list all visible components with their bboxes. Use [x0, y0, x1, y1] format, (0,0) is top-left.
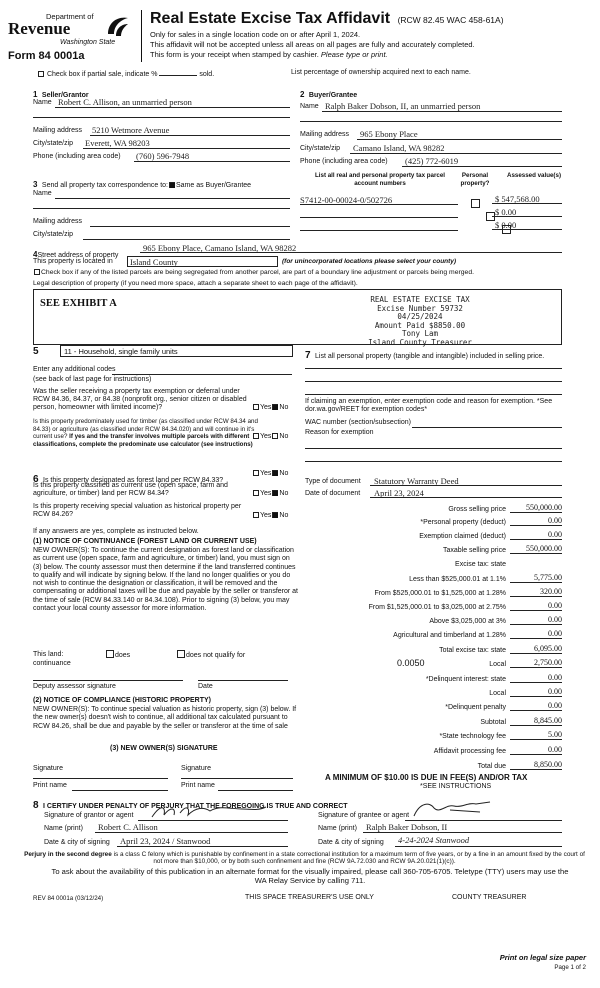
calc-label-exemption: Exemption claimed (deduct): [419, 533, 506, 540]
seller-phone[interactable]: (760) 596-7948: [136, 151, 190, 161]
forest-question: 6 Is this property designated as forest land per RCW 84.33?: [33, 474, 224, 485]
calc-value-subtotal[interactable]: 8,845.00: [534, 716, 562, 725]
current-use-question: Is this property classified as current use (open space, farm and agriculture, or timber) land per RCW 84.34?: [33, 482, 228, 497]
form-title: Real Estate Excise Tax Affidavit (RCW 82.45 WAC 458-61A): [150, 10, 504, 27]
forest-no-checkbox[interactable]: [272, 470, 278, 476]
grantee-signature[interactable]: [410, 800, 500, 820]
page-number: Page 1 of 2: [554, 964, 586, 971]
answers-note: If any answers are yes, complete as instructed below.: [33, 528, 199, 535]
owner-print-label-1: Print name: [33, 782, 67, 789]
unincorporated-note: (for unincorporated locations please select your county): [282, 258, 457, 265]
calc-value-gross[interactable]: 550,000.00: [526, 503, 562, 512]
alternate-format-note: To ask about the availability of this publication in an alternate format for the visually impaired, please call 360-705-6705. Teletype (TTY) users may use the WA Relay Service by calling 711.: [51, 867, 569, 885]
exemption-question: Was the seller receiving a property tax exemption or deferral under RCW 84.36, 84.37, or 84.38 (nonprofit org., senior citizen or disabled person, homeowner with limited income)?: [33, 388, 247, 411]
located-label: This property is located in: [33, 258, 113, 265]
calc-label-taxable: Taxable selling price: [442, 547, 506, 554]
owner-signature-label-1: Signature: [33, 765, 63, 772]
current-use-answer: Yes No: [252, 490, 288, 498]
grantor-date-label: Date & city of signing: [44, 839, 110, 846]
buyer-name-label: Name: [300, 103, 319, 110]
calc-label-processing-fee: Affidavit processing fee: [433, 748, 506, 755]
grantor-name[interactable]: Robert C. Allison: [98, 822, 158, 832]
land-use-select[interactable]: 11 - Household, single family units: [60, 345, 293, 357]
buyer-phone-label: Phone (including area code): [300, 158, 388, 165]
deputy-signature-label: Deputy assessor signature: [33, 683, 116, 690]
does-not-checkbox[interactable]: [177, 650, 185, 658]
segregated-checkbox[interactable]: [34, 269, 40, 275]
buyer-name[interactable]: Ralph Baker Dobson, II, an unmarried person: [325, 101, 481, 111]
buyer-city-label: City/state/zip: [300, 145, 341, 152]
grantee-name-label: Name (print): [318, 825, 357, 832]
historic-answer: Yes No: [252, 512, 288, 520]
calc-label-del-int-local: Local: [489, 690, 506, 697]
header-line-2: This affidavit will not be accepted unless all areas on all pages are fully and accurately completed.: [150, 40, 475, 49]
county-select[interactable]: Island County: [127, 256, 278, 267]
calc-label-total-state: Total excise tax: state: [439, 647, 506, 654]
same-as-buyer-checkbox[interactable]: [169, 182, 175, 188]
doc-date[interactable]: April 23, 2024: [374, 488, 424, 498]
seller-phone-label: Phone (including area code): [33, 153, 121, 160]
calc-value-local[interactable]: 2,750.00: [534, 658, 562, 667]
grantor-signature-label: Signature of grantor or agent: [44, 812, 134, 819]
partial-sale-checkbox[interactable]: [38, 71, 44, 77]
revision-label: REV 84 0001a (03/12/24): [33, 895, 104, 902]
revenue-wordmark: Revenue: [8, 19, 71, 38]
calc-value-tier2[interactable]: 320.00: [540, 587, 562, 596]
exemption-no-checkbox[interactable]: [272, 404, 278, 410]
calc-value-taxable[interactable]: 550,000.00: [526, 544, 562, 553]
header-line-1: Only for sales in a single location code on or after April 1, 2024.: [150, 30, 361, 39]
dept-label: Department of: [46, 12, 94, 21]
calc-label-tier1: Less than $525,000.01 at 1.1%: [409, 576, 506, 583]
personal-property-row: 7 List all personal property (tangible and intangible) included in selling price.: [305, 350, 545, 361]
calc-label-del-penalty: *Delinquent penalty: [445, 704, 506, 711]
timber-no-checkbox[interactable]: [272, 433, 278, 439]
calc-label-agri: Agricultural and timberland at 1.28%: [393, 632, 506, 639]
sec3-name-label: Name: [33, 190, 52, 197]
historic-no-checkbox[interactable]: [272, 512, 278, 518]
seller-mail-label: Mailing address: [33, 127, 83, 134]
owner-signature-label-2: Signature: [181, 765, 211, 772]
ownership-note: List percentage of ownership acquired next to each name.: [291, 69, 471, 76]
revenue-logo: [8, 10, 140, 62]
calc-label-total-due: Total due: [477, 763, 506, 770]
does-option: does: [105, 650, 130, 660]
certify-row: 8 I CERTIFY UNDER PENALTY OF PERJURY THAT THE FOREGOING IS TRUE AND CORRECT: [33, 800, 348, 811]
street-address[interactable]: 965 Ebony Place, Camano Island, WA 98282: [143, 243, 297, 253]
calc-label-local: Local: [489, 661, 506, 668]
continuance-title: (1) NOTICE OF CONTINUANCE (FOREST LAND OR CURRENT USE): [33, 538, 257, 545]
grantor-signature[interactable]: [150, 803, 270, 821]
current-use-yes-checkbox[interactable]: [253, 490, 259, 496]
seller-city[interactable]: Everett, WA 98203: [85, 138, 150, 148]
exemption-answer: Yes No: [252, 404, 288, 412]
historic-question: Is this property receiving special valuation as historical property per RCW 84.26?: [33, 503, 242, 518]
partial-sale-row: Check box if partial sale, indicate % sold.: [37, 71, 214, 79]
seller-mail[interactable]: 5210 Wetmore Avenue: [92, 125, 170, 135]
buyer-heading: 2 Buyer/Grantee: [300, 90, 358, 99]
doc-date-label: Date of document: [305, 490, 361, 497]
seller-city-label: City/state/zip: [33, 140, 74, 147]
buyer-mail-label: Mailing address: [300, 131, 350, 138]
legal-size-note: Print on legal size paper: [499, 953, 586, 962]
compliance-title: (2) NOTICE OF COMPLIANCE (HISTORIC PROPERTY): [33, 697, 211, 704]
continuance-body: NEW OWNER(S): To continue the current designation as forest land or classification as current use (open space, farm and agriculture, or timber) land, you must sign on (3) below. The county assessor must then determine if the land transferred continues to qualify and will indicate by signing below. If the land no longer qualifies or you do not wish to continue the designation or classification, it will be removed and the compensating or additional taxes will be due and payable by the seller or transferor at the time of sale (RCW 84.33.140 or 84.34.108). Prior to signing (3) below, you may contact your local county assessor for more information.: [33, 547, 298, 613]
calc-label-tier3: From $1,525,000.01 to $3,025,000 at 2.75%: [368, 604, 506, 611]
legal-description-label: Legal description of property (if you need more space, attach a separate sheet to each page of the affidavit).: [33, 280, 358, 287]
calc-value-del-int-state[interactable]: 0.00: [548, 673, 562, 682]
buyer-phone[interactable]: (425) 772-6019: [405, 156, 459, 166]
exhibit-text: SEE EXHIBIT A: [40, 298, 117, 309]
timber-yes-checkbox[interactable]: [253, 433, 259, 439]
personal-col-header: Personal property?: [460, 172, 490, 187]
calc-label-tier4: Above $3,025,000 at 3%: [429, 618, 506, 625]
grantee-date-city[interactable]: 4-24-2024 Stanwood: [398, 835, 470, 845]
calc-label-gross: Gross selling price: [448, 506, 506, 513]
calc-label-del-int-state: *Delinquent interest: state: [425, 676, 506, 683]
treasurer-use-label: THIS SPACE TREASURER'S USE ONLY: [245, 894, 374, 901]
minimum-due-note: A MINIMUM OF $10.00 IS DUE IN FEE(S) AND/OR TAX: [325, 773, 528, 782]
grantor-name-label: Name (print): [44, 825, 83, 832]
timber-question: Is this property predominately used for timber (as classified under RCW 84.34 and 84.33) or agriculture (as classified under RCW 84.34.020) and will continue in it's current use? If yes and the transfer involves multiple parcels with different classifications, complete the predominate use calculator (see instructions): [33, 418, 258, 448]
buyer-mail[interactable]: 965 Ebony Place: [360, 129, 418, 139]
parcel-number[interactable]: S7412-00-00024-0/502726: [300, 195, 393, 205]
forest-answer: Yes No: [252, 470, 288, 478]
seller-name-label: Name: [33, 99, 52, 106]
calc-value-del-int-local[interactable]: 0.00: [548, 687, 562, 696]
reason-label: Reason for exemption: [305, 429, 374, 436]
calc-label-tech-fee: *State technology fee: [439, 733, 506, 740]
form-number: Form 84 0001a: [8, 50, 85, 62]
personal-property-checkbox-1[interactable]: [471, 199, 480, 208]
assessed-col-header: Assessed value(s): [507, 172, 561, 179]
calc-value-personal[interactable]: 0.00: [548, 516, 562, 525]
grantor-date-city[interactable]: April 23, 2024 / Stanwood: [120, 836, 211, 846]
calc-value-processing-fee[interactable]: 0.00: [548, 745, 562, 754]
calc-value-total-due[interactable]: 8,850.00: [534, 760, 562, 769]
exemption-claim-note: If claiming an exemption, enter exemption code and reason for exemption. *See dor.wa.gov/REET for exemption codes*: [305, 398, 553, 413]
compliance-body: NEW OWNER(S): To continue special valuation as historic property, sign (3) below. If the new owner(s) doesn't wish to continue, all additional tax calculated pursuant to RCW 84.26, shall be due and payable by the seller or transferor at the time of sale: [33, 706, 297, 730]
additional-codes-label: Enter any additional codes: [33, 366, 116, 373]
calc-label-excise-state: Excise tax: state: [455, 561, 506, 568]
this-land-label: This land:: [33, 651, 64, 658]
calc-label-tier2: From $525,000.01 to $1,525,000 at 1.28%: [374, 590, 506, 597]
calc-value-tier1[interactable]: 5,775.00: [534, 573, 562, 582]
calc-value-exemption[interactable]: 0.00: [548, 530, 562, 539]
treasurer-stamp: REAL ESTATE EXCISE TAX Excise Number 59732 04/25/2024 Amount Paid $8850.00 Tony Lam Island County Treasurer: [368, 295, 472, 347]
buyer-city[interactable]: Camano Island, WA 98282: [353, 143, 445, 153]
street-address-row: 4Street address of property: [33, 250, 119, 259]
seller-heading: 1 Seller/Grantor: [33, 90, 89, 99]
perjury-note: Perjury in the second degree is a class C felony which is punishable by confinement in a state correctional institution for a maximum term of five years, or by a fine in an amount fixed by the court of not more than $10,000, or by both such confinement and fine (RCW 9A.72.030 and RCW 9A.20.021(1)(c)).: [24, 851, 585, 866]
seller-name[interactable]: Robert C. Allison, an unmarried person: [58, 97, 192, 107]
new-owner-signature-title: (3) NEW OWNER(S) SIGNATURE: [110, 745, 218, 752]
calc-label-subtotal: Subtotal: [480, 719, 506, 726]
header-line-3: This form is your receipt when stamped by cashier. Please type or print.: [150, 50, 388, 59]
grantee-date-label: Date & city of signing: [318, 839, 384, 846]
historic-yes-checkbox[interactable]: [253, 512, 259, 518]
assessed-value-3[interactable]: $ 0.00: [495, 220, 517, 230]
continuance-label: continuance: [33, 660, 71, 667]
grantee-name[interactable]: Ralph Baker Dobson, II: [366, 822, 448, 832]
calc-value-del-penalty[interactable]: 0.00: [548, 701, 562, 710]
sec3-mail-label: Mailing address: [33, 218, 83, 225]
grantee-signature-label: Signature of grantee or agent: [318, 812, 410, 819]
timber-answer: Yes No: [252, 433, 288, 441]
local-rate[interactable]: 0.0050: [397, 658, 425, 668]
calc-value-agri[interactable]: 0.00: [548, 629, 562, 638]
deputy-date-label: Date: [198, 683, 213, 690]
correspondence-heading: 3 Send all property tax correspondence to: Same as Buyer/Grantee: [33, 180, 252, 189]
assessed-value-1[interactable]: $ 547,568.00: [495, 194, 540, 204]
does-not-option: does not qualify for: [176, 650, 245, 660]
parcel-col-header: List all real and personal property tax parcel account numbers: [315, 172, 445, 187]
doc-type-label: Type of document: [305, 478, 361, 485]
sec5-number: 5: [33, 346, 39, 357]
calc-value-tier3[interactable]: 0.00: [548, 601, 562, 610]
revenue-emblem-icon: [104, 14, 130, 40]
county-treasurer-label: COUNTY TREASURER: [452, 894, 527, 901]
current-use-no-checkbox[interactable]: [272, 490, 278, 496]
does-checkbox[interactable]: [106, 650, 114, 658]
exemption-yes-checkbox[interactable]: [253, 404, 259, 410]
see-instructions: *SEE INSTRUCTIONS: [420, 783, 492, 790]
state-label: Washington State: [60, 39, 116, 46]
sec3-city-label: City/state/zip: [33, 231, 74, 238]
owner-print-label-2: Print name: [181, 782, 215, 789]
assessed-value-2[interactable]: $ 0.00: [495, 207, 517, 217]
calc-value-total-state[interactable]: 6,095.00: [534, 644, 562, 653]
calc-label-personal: *Personal property (deduct): [420, 519, 506, 526]
calc-value-tech-fee[interactable]: 5.00: [548, 730, 562, 739]
segregated-row: Check box if any of the listed parcels are being segregated from another parcel, are part of a boundary line adjustment or parcels being merged.: [33, 269, 474, 277]
wac-label: WAC number (section/subsection): [305, 419, 411, 426]
calc-value-tier4[interactable]: 0.00: [548, 615, 562, 624]
doc-type[interactable]: Statutory Warranty Deed: [374, 476, 459, 486]
additional-codes-note: (see back of last page for instructions): [33, 376, 152, 383]
forest-yes-checkbox[interactable]: [253, 470, 259, 476]
